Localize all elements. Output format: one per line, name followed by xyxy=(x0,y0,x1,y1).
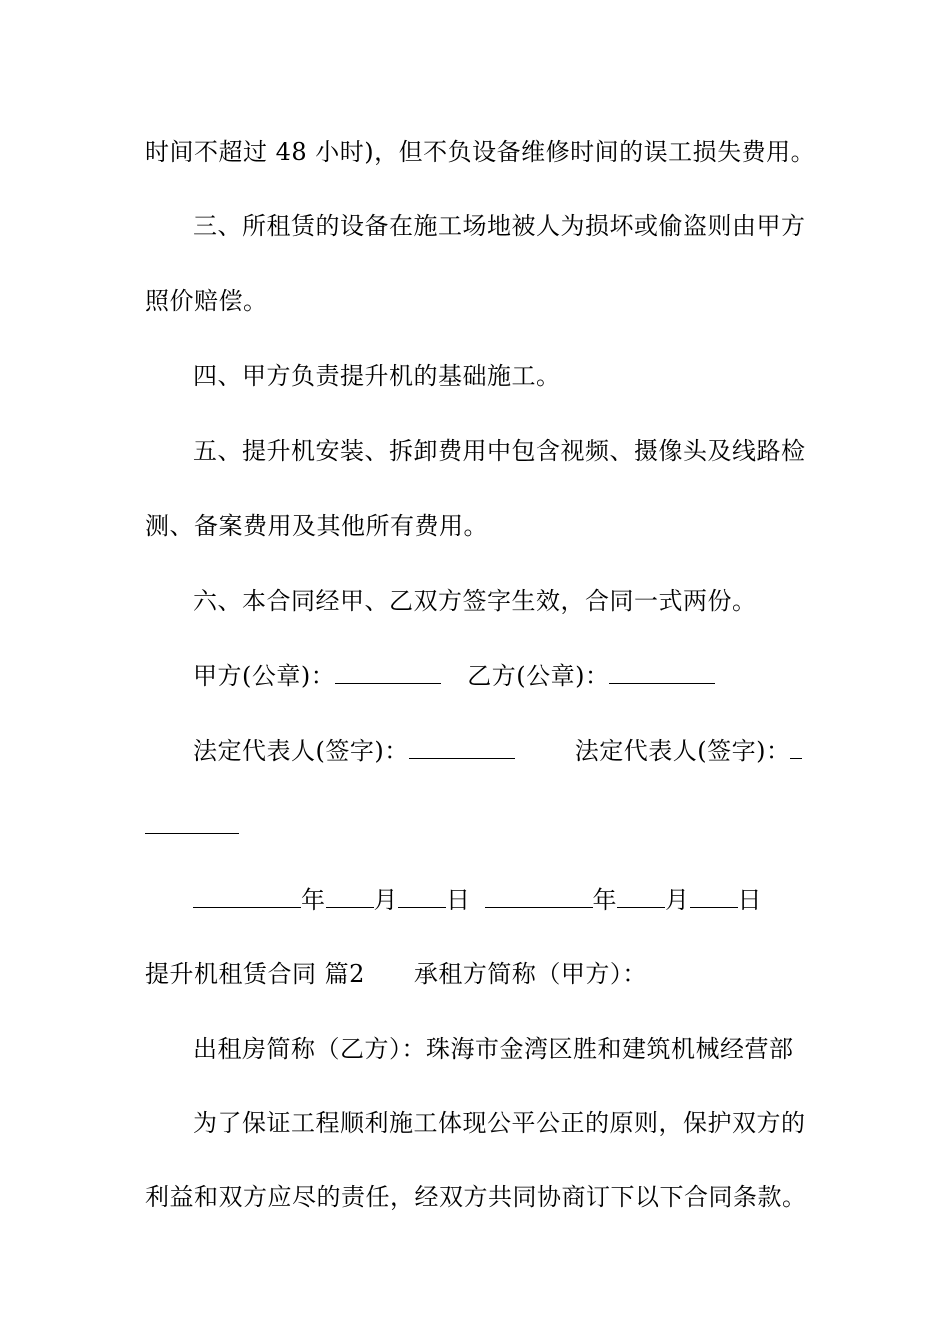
party-b-seal-blank xyxy=(609,665,715,684)
date-b-year-blank xyxy=(485,889,593,908)
clause-5-continuation: 测、备案费用及其他所有费用。 xyxy=(145,512,488,540)
party-a-rep-blank xyxy=(409,740,515,759)
party-b-seal-label: 乙方(公章)： xyxy=(467,662,610,690)
party-a-seal-label: 甲方(公章)： xyxy=(193,662,336,690)
clause-3-continuation: 照价赔偿。 xyxy=(145,287,268,315)
clause-4: 四、甲方负责提升机的基础施工。 xyxy=(193,362,561,390)
date-a-month-blank xyxy=(326,889,374,908)
party-b-rep-blank xyxy=(790,740,802,759)
date-a-year-blank xyxy=(193,889,301,908)
clause-3: 三、所租赁的设备在施工场地被人为损坏或偷盗则由甲方 xyxy=(193,212,806,240)
date-line: 年 月 日 年 月 日 xyxy=(193,888,762,912)
paragraph-line: 时间不超过 48 小时)，但不负设备维修时间的误工损失费用。 xyxy=(145,138,816,166)
date-b-day-blank xyxy=(690,889,738,908)
seal-line xyxy=(193,664,715,688)
section-heading: 提升机租赁合同 篇2 承租方简称（甲方）： xyxy=(145,960,647,988)
representative-line xyxy=(193,739,802,763)
party-a-rep-label: 法定代表人(签字)： xyxy=(193,737,409,765)
clause-5: 五、提升机安装、拆卸费用中包含视频、摄像头及线路检 xyxy=(193,437,806,465)
representative-blank-continuation xyxy=(145,814,239,838)
lessor-line: 出租房简称（乙方）：珠海市金湾区胜和建筑机械经营部 xyxy=(193,1035,794,1063)
preamble-line: 为了保证工程顺利施工体现公平公正的原则，保护双方的 xyxy=(193,1109,806,1137)
clause-6: 六、本合同经甲、乙双方签字生效，合同一式两份。 xyxy=(193,587,757,615)
date-a-day-blank xyxy=(398,889,446,908)
preamble-continuation: 利益和双方应尽的责任，经双方共同协商订下以下合同条款。 xyxy=(145,1183,807,1211)
date-b-month-blank xyxy=(617,889,665,908)
party-a-seal-blank xyxy=(335,665,441,684)
party-b-rep-label: 法定代表人(签字)： xyxy=(574,737,791,765)
